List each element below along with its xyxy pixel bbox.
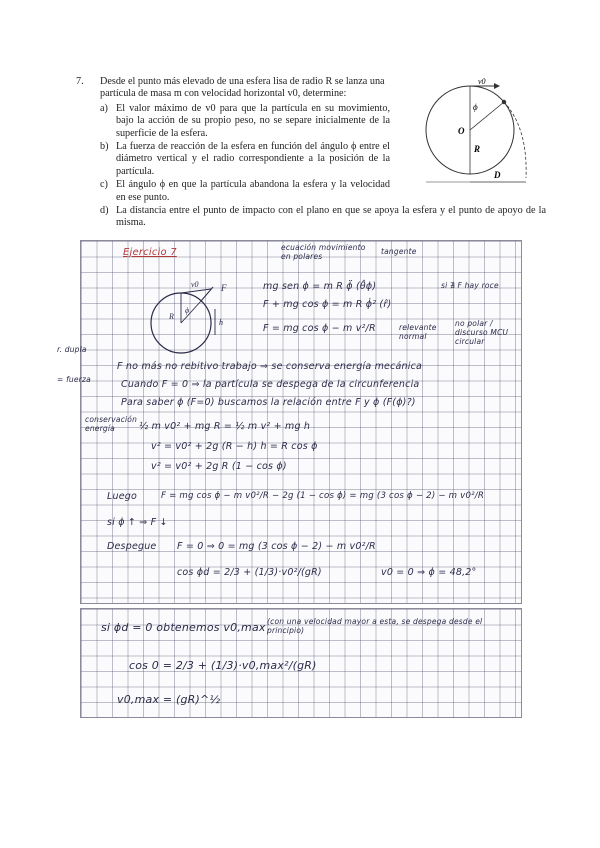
eq-cos0: cos 0 = 2/3 + (1/3)·v0,max²/(gR) [129, 659, 317, 672]
eq-radial: F + mg cos ϕ = m R ϕ̇² (r̂) [263, 299, 392, 310]
item-text: El ángulo ϕ en que la partícula abandona la esfera y la velocidad en ese punto. [116, 179, 390, 203]
handwritten-sheet-1 [57, 240, 522, 604]
eq-energy-1: ½ m v0² + mg R = ½ m v² + mg h [139, 421, 311, 432]
problem-statement [60, 76, 546, 231]
eq-vmax: v0,max = (gR)^½ [117, 693, 221, 706]
line-energy-conserved: F no más no rebitivo trabajo ⇒ se conserva energía mecánica [117, 361, 423, 372]
eq-energy-2: v² = v0² + 2g (R − h) h = R cos ϕ [151, 441, 318, 452]
problem-stem: Desde el punto más elevado de una esfera lisa de radio R se lanza una partícula de masa m con velocidad horizontal v0, determine: [100, 76, 385, 100]
eq-luego: F = mg cos ϕ − m v0²/R − 2g (1 − cos ϕ) = mg (3 cos ϕ − 2) − m v0²/R [161, 491, 485, 501]
eq-cos-phi: cos ϕd = 2/3 + (1/3)·v0²/(gR) [177, 567, 322, 578]
energy-label: conservación energía [85, 415, 138, 433]
problem-items [60, 102, 546, 230]
item-label: d) [100, 205, 109, 217]
problem-number: 7. [76, 76, 84, 87]
handwritten-sheet-2 [80, 608, 522, 718]
item-label: c) [100, 179, 108, 191]
problem-item-b [60, 141, 390, 178]
line-vmax: si ϕd = 0 obtenemos v0,max [101, 621, 266, 634]
item-text: La distancia entre el punto de impacto con el plano en que se apoya la esfera y el punto de apoyo de la misma. [116, 205, 546, 229]
margin-note-a: r. dupla [57, 345, 87, 354]
sketch-R: R [169, 312, 174, 321]
sketch-v0: v0 [191, 280, 199, 289]
sketch-F: F [221, 283, 227, 293]
annotation-no-polar: no polar / discurso MCU circular [455, 319, 509, 346]
item-text: El valor máximo de v0 para que la partícula en su movimiento, bajo la acción de su propio peso, no se separe inicialmente de la superficie de la esfera. [116, 102, 390, 139]
line-relation: Para saber ϕ (F=0) buscamos la relación entre F y ϕ (F(ϕ)?) [121, 397, 416, 408]
fig-label-v0: v0 [478, 78, 486, 86]
item-label: a) [100, 102, 108, 114]
eq-v0-zero: v0 = 0 ⇒ ϕ = 48,2° [381, 567, 477, 578]
sketch-h: h [219, 318, 223, 327]
annotation-tangent: tangente [381, 247, 417, 256]
annotation-polar: ecuación movimiento en polares [281, 243, 366, 261]
annotation-friction: si ∄ F hay roce [441, 281, 499, 290]
problem-item-a [60, 103, 390, 140]
eq-despegue: F = 0 ⇒ 0 = mg (3 cos ϕ − 2) − m v0²/R [177, 541, 376, 552]
line-paren-note: (con una velocidad mayor a esta, se despega desde el principio) [267, 617, 483, 635]
item-label: b) [100, 141, 109, 153]
line-detach: Cuando F = 0 ⇒ la partícula se despega de la circunferencia [121, 379, 420, 390]
eq-force: F = mg cos ϕ − m v²/R [263, 323, 376, 334]
luego-label: Luego [107, 491, 138, 502]
fig-label-O: O [458, 126, 465, 136]
problem-item-d [60, 205, 546, 230]
eq-tangential: mg sen ϕ = m R ϕ̈ (θ̂ϕ) [263, 281, 377, 292]
line-si-phi: si ϕ ↑ ⇒ F ↓ [107, 517, 168, 528]
fig-label-phi: ϕ [473, 102, 478, 112]
annotation-normal: relevante normal [399, 323, 437, 341]
sphere-diagram [408, 78, 538, 190]
item-text: La fuerza de reacción de la esfera en función del ángulo ϕ entre el diámetro vertical y el radio correspondiente a la posición de la partícula. [116, 141, 390, 177]
fig-label-R: R [474, 144, 481, 154]
sketch-sphere [141, 279, 241, 359]
exercise-header: Ejercicio 7 [123, 247, 177, 258]
margin-note-b: = fuerza [57, 375, 91, 384]
eq-energy-3: v² = v0² + 2g R (1 − cos ϕ) [151, 461, 287, 472]
fig-label-D: D [494, 170, 501, 180]
sketch-phi: ϕ [185, 306, 190, 315]
problem-item-c [60, 179, 390, 204]
despegue-label: Despegue [107, 541, 157, 552]
